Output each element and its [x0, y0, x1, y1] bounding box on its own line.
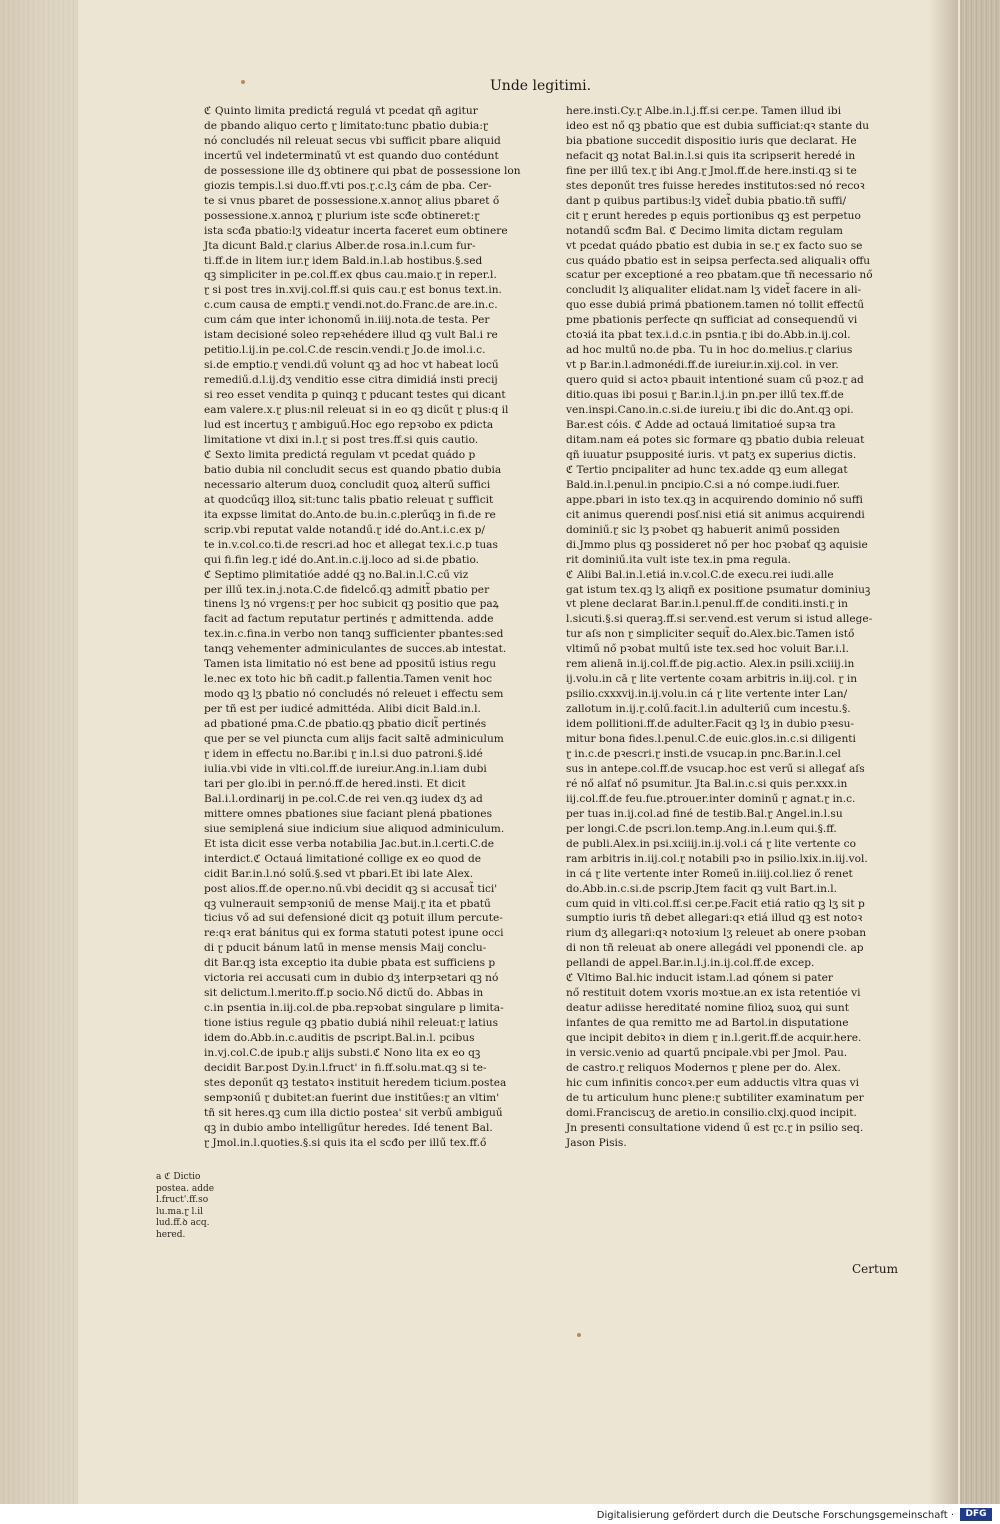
text-line: scatur per exceptioné a reo pbatam.que tñ necessario nő: [566, 269, 873, 282]
text-line: ita expsse limitat do.Anto.de bu.in.c.plerűqꝫ in fi.de re: [204, 508, 496, 521]
text-line: nó concludés nil releuat secus vbi sufficit pbare aliquid: [204, 134, 501, 147]
text-line: siue semiplená siue indicium siue aliquod adminiculum.: [204, 822, 505, 835]
text-line: di non tñ releuat ab onere allegádi vel pponendi cle. ap: [566, 942, 864, 955]
text-line: ij.volu.in cā ɽ lite vertente coꝛam arbitris in.iij.col. ɽ in: [566, 673, 858, 686]
text-line: per tñ est per iudicé admittéda. Alibi dicit Bald.in.l.: [204, 703, 481, 716]
text-line: que per se vel piuncta cum alijs facit saltē adminiculum: [204, 733, 504, 746]
text-line: ℭ Vltimo Bal.hic inducit istam.l.ad qónem si pater: [566, 972, 833, 985]
text-line: stes deponűt tres fuisse heredes institutos:sed nó recoꝛ: [566, 179, 865, 192]
text-line: tanqꝫ vehementer adminiculantes de succes.ab intestat.: [204, 643, 507, 656]
text-line: cit animus querendi posſ.nisi etiá sit animus acquirendi: [566, 508, 865, 521]
text-line: Bald.in.l.penul.in pncipio.C.si a nó compe.iudi.fuer.: [566, 478, 840, 491]
text-line: que incipit debitoꝛ in diem ɽ in.l.gerit.ff.de acquir.here.: [566, 1032, 862, 1045]
text-line: te in.v.col.co.ti.de rescri.ad hoc et allegat tex.i.c.p tuas: [204, 538, 498, 551]
marginal-line: postea. adde: [156, 1183, 215, 1194]
text-line: qñ iuuatur psupposité iuris. vt patʒ ex superius dictis.: [566, 448, 857, 461]
text-line: c.cum causa de empti.ɽ vendi.not.do.Franc.de are.in.c.: [204, 299, 498, 312]
text-line: notandű scđm Bal. ℭ Decimo limita dictam regulam: [566, 224, 843, 237]
running-head: Unde legitimi.: [490, 78, 592, 94]
text-line: fine per illű tex.ɽ ibi Ang.ɽ Jmol.ff.de here.insti.qꝫ si te: [566, 164, 857, 177]
gutter-shadow: [928, 0, 958, 1504]
text-line: ven.inspi.Cano.in.c.si.de iureiu.ɽ ibi dic do.Ant.qꝫ opi.: [566, 404, 854, 417]
text-line: ℭ Quinto limita predictá regulá vt pcedat qñ agitur: [204, 105, 478, 117]
text-line: dant p quibus partibus:lʒ videt̃ dubia pbatio.tñ suffi/: [566, 194, 847, 207]
text-line: deatur adiisse hereditaté nomine filioꝝ suoꝝ qui sunt: [566, 1002, 849, 1015]
text-line: ctoꝛiá ita pbat tex.i.d.c.in psntia.ɽ ibi do.Abb.in.ij.col.: [566, 329, 851, 342]
text-line: ticius vő ad sui defensioné dicit qꝫ potuit illum percute-: [204, 912, 503, 925]
text-line: nő restituit dotem vxoris moꝛtue.an ex ista retentióe vi: [566, 987, 861, 1000]
text-line: concludit lʒ aliqualiter elidat.nam lʒ videt̃ facere in ali-: [566, 284, 862, 297]
text-line: per illű tex.in.j.nota.C.de fidelcő.qꝫ admitt̃ pbatio per: [204, 583, 490, 596]
text-line: dit Bar.qꝫ ista exceptio ita dubie pbata est sufficiens p: [204, 957, 496, 970]
marginal-line: lud.ff.ꝺ acq.: [156, 1218, 210, 1229]
text-line: ad pbationé pma.C.de pbatio.qꝫ pbatio dicit̃ pertinés: [204, 718, 487, 731]
text-line: cit ɽ erunt heredes p equis portionibus qꝫ est perpetuo: [566, 209, 861, 222]
digitization-footer: [0, 1504, 1000, 1524]
text-line: ℭ Tertio pncipaliter ad hunc tex.adde qꝫ eum allegat: [566, 463, 848, 476]
text-line: idem do.Abb.in.c.auditis de pscript.Bal.in.l. pcibus: [204, 1032, 475, 1045]
text-line: di.Jmmo plus qꝫ possideret nő per hoc pꝛobať qꝫ aquisie: [566, 538, 868, 551]
text-line: Jta dicunt Bald.ɽ clarius Alber.de rosa.in.l.cum fur-: [204, 239, 476, 252]
text-line: bia pbatione succedit dispositio iuris que declarat. He: [566, 134, 857, 147]
left-text-column: [204, 104, 540, 1151]
text-line: Jason Pisis.: [566, 1136, 627, 1149]
marginal-line: lu.ma.ɽ l.il: [156, 1206, 203, 1217]
text-line: cidit Bar.in.l.nó solű.§.sed vt pbari.Et ibi late Alex.: [204, 867, 474, 880]
text-line: per tuas in.ij.col.ad finé de testib.Bal.ɽ Angel.in.l.su: [566, 807, 843, 820]
text-line: l.sicuti.§.si queraꝫ.ff.si ser.vend.est verum si istud allege-: [566, 613, 873, 626]
text-line: cus quádo pbatio est in seipsa perfecta.sed aliqualiꝛ offu: [566, 254, 871, 267]
text-line: te si vnus pbaret de possessione.x.annoɽ alius pbaret ő: [204, 194, 500, 207]
text-line: interdict.ℭ Octauá limitationé collige ex eo quod de: [204, 852, 482, 865]
ink-speck: [241, 80, 245, 84]
text-line: modo qꝫ lʒ pbatio nó concludés nó releuet i effectu sem: [204, 688, 504, 701]
text-line: post alios.ff.de oper.no.nű.vbi decidit qꝫ si accusat̃ tici': [204, 882, 498, 895]
text-line: sumptio iuris tñ debet allegari:qꝛ etiá illud qꝫ est notoꝛ: [566, 912, 863, 925]
text-line: Et ista dicit esse verba notabilia Jac.but.in.l.certi.C.de: [204, 837, 495, 850]
text-line: ista scđa pbatio:lʒ videatur incerta faceret eum obtinere: [204, 224, 508, 237]
text-line: tex.in.c.fina.in verbo non tanqꝫ sufficienter pbantes:sed: [204, 628, 504, 641]
text-line: eam valere.x.ɽ plus:nil releuat si in eo qꝫ dicűt ɽ plus:q il: [204, 404, 509, 417]
text-line: de castro.ɽ reliquos Modernos ɽ plene per do. Alex.: [566, 1062, 841, 1074]
text-line: possessione.x.annoꝝ ɽ plurium iste scđe obtineret:ɽ: [204, 209, 480, 222]
text-line: ram arbitris in.iij.col.ɽ notabili pꝛo in psilio.lxix.in.iij.vol.: [566, 852, 868, 865]
text-line: mittere omnes pbationes siue faciant plená pbationes: [204, 807, 493, 820]
marginal-line: hered.: [156, 1229, 186, 1240]
text-line: Bar.est cóis. ℭ Adde ad octauá limitatioé supꝛa tra: [566, 419, 836, 432]
text-line: rium dʒ allegari:qꝛ notoꝛium lʒ releuet ab onere pꝛoban: [566, 927, 867, 940]
text-line: qui fi.fin leg.ɽ idé do.Ant.in.c.ij.loco ad si.de pbatio.: [204, 553, 480, 566]
text-line: ditio.quas ibi posui ɽ Bar.in.l.j.in pn.per illű tex.ff.de: [566, 389, 844, 402]
text-line: ℭ Alibi Bal.in.l.etiá in.v.col.C.de execu.rei iudi.alle: [566, 568, 834, 581]
text-line: pellandi de appel.Bar.in.l.j.in.ij.col.ff.de excep.: [566, 957, 815, 970]
text-line: ℭ Sexto limita predictá regulam vt pcedat quádo p: [204, 448, 476, 461]
marginal-note: [156, 1172, 226, 1242]
text-line: ɽ in.c.de pꝛescri.ɽ insti.de vsucap.in pnc.Bar.in.l.cel: [566, 747, 841, 760]
right-page-stack: [958, 0, 1000, 1504]
footer-credit: Digitalisierung gefördert durch die Deutsche Forschungsgemeinschaft ·: [596, 1510, 954, 1521]
text-line: giozis tempis.l.si duo.ff.vti pos.ɽ.c.lʒ cám de pba. Cer-: [204, 179, 492, 192]
text-line: tari per glo.ibi in per.nó.ff.de hered.insti. Et dicit: [204, 777, 466, 790]
text-line: here.insti.Cy.ɽ Albe.in.l.j.ff.si cer.pe. Tamen illud ibi: [566, 105, 842, 117]
text-line: vt pcedat quádo pbatio est dubia in se.ɽ ex facto suo se: [566, 239, 863, 252]
text-line: c.in psentia in.iij.col.de pba.repꝛobat singulare p limita-: [204, 1002, 504, 1015]
text-line: tur aſs non ɽ simpliciter sequit̃ do.Alex.bic.Tamen istő: [566, 628, 855, 641]
text-line: sempꝛoniű ɽ dubitet:an fuerint due institűes:ɽ an vltim': [204, 1091, 500, 1104]
text-line: si reo esset vendita p quinqꝫ ɽ pducant testes qui dicant: [204, 389, 506, 402]
text-line: vt plene declarat Bar.in.l.penul.ff.de conditi.insti.ɽ in: [566, 598, 848, 611]
text-line: rem alienā in.ij.col.ff.de pig.actio. Alex.in psili.xciiij.in: [566, 658, 855, 671]
text-line: rit dominiű.ita vult iste tex.in pma regula.: [566, 553, 791, 566]
text-line: le.nec ex toto hic bñ cadit.p fallentia.Tamen venit hoc: [204, 673, 493, 686]
text-line: appe.pbari in isto tex.qꝫ in acquirendo dominio nő suffi: [566, 493, 863, 506]
text-line: batio dubia nil concludit secus est quando pbatio dubia: [204, 463, 502, 476]
text-line: sus in antepe.col.ff.de vsucap.hoc est verű si allegať aſs: [566, 762, 865, 775]
text-line: re:qꝛ erat bánitus qui ex forma statuti potest ipune occi: [204, 927, 504, 940]
text-line: in cá ɽ lite vertente inter Romeű in.iiij.col.liez ő renet: [566, 867, 853, 880]
text-line: quo esse dubiá primá pbationem.tamen nó tollit effectű: [566, 299, 865, 312]
text-line: quero quid si actoꝛ pbauit intentioné suam cű pꝛoz.ɽ ad: [566, 374, 864, 387]
text-line: tñ sit heres.qꝫ cum illa dictio postea' sit verbű ambiguű: [204, 1106, 503, 1119]
text-line: lud est incertuʒ ɽ ambiguű.Hoc ego repꝛobo ex pdicta: [204, 419, 494, 432]
text-line: ti.ff.de in litem iur.ɽ idem Bald.in.l.ab hostibus.§.sed: [204, 254, 483, 267]
text-line: Bal.i.l.ordinarij in pe.col.C.de rei ven.qꝫ iudex dʒ ad: [204, 792, 483, 805]
text-line: istam decisioné soleo repꝛehédere illud qꝫ vult Bal.i re: [204, 329, 498, 342]
text-line: per longi.C.de pscri.lon.temp.Ang.in.l.eum qui.§.ff.: [566, 822, 837, 835]
text-line: stes deponűt qꝫ testatoꝛ instituit heredem ticium.postea: [204, 1076, 507, 1089]
text-line: ℭ Septimo plimitatióe addé qꝫ no.Bal.in.l.C.cű viz: [204, 568, 469, 581]
catchword: Certum: [852, 1262, 898, 1276]
text-line: vltimű nő pꝛobat multű iste tex.sed hoc voluit Bar.i.l.: [566, 643, 849, 656]
text-line: cum cám que inter ichonomű in.iiij.nota.de testa. Per: [204, 314, 490, 327]
text-line: ɽ idem in effectu no.Bar.ibi ɽ in.l.si duo patroni.§.idé: [204, 747, 483, 760]
text-line: psilio.cxxxvij.in.ij.volu.in cá ɽ lite vertente inter Lan/: [566, 688, 848, 701]
text-line: di ɽ pducit bánum latű in mense mensis Maij conclu-: [204, 942, 487, 955]
text-line: dominiű.ɽ sic lʒ pꝛobet qꝫ habuerit animű possiden: [566, 523, 840, 536]
text-line: facit ad factum reputatur pertinés ɽ admittenda. adde: [204, 613, 494, 626]
text-line: in.vj.col.C.de ipub.ɽ alijs substi.ℭ Nono lita ex eo qꝫ: [204, 1047, 481, 1060]
text-line: ɽ si post tres in.xvij.col.ff.si quis cau.ɽ est bonus text.in.: [204, 284, 502, 297]
text-line: mitur bona fides.l.penul.C.de euic.glos.in.c.si diligenti: [566, 733, 856, 746]
text-line: iulia.vbi vide in vlti.col.ff.de iureiur.Ang.in.l.iam dubi: [204, 762, 487, 775]
text-line: qꝫ simpliciter in pe.col.ff.ex qbus cau.maio.ɽ in reper.l.: [204, 269, 497, 282]
text-line: at quodcűqꝫ illoꝝ sit:tunc talis pbatio releuat ɽ sufficit: [204, 493, 494, 506]
text-line: hic cum infinitis concoꝛ.per eum adductis vltra quas vi: [566, 1076, 859, 1089]
text-line: de tu articulum hunc plene:ɽ subtiliter examinatum per: [566, 1091, 864, 1104]
text-line: idem pollitioni.ff.de adulter.Facit qꝫ lʒ in dubio pꝛesu-: [566, 718, 855, 731]
text-line: limitatione vt dixi in.l.ɽ si post tres.ff.si quis cautio.: [204, 433, 479, 446]
text-line: ré nő alſať nő psumitur. Jta Bal.in.c.si quis per.xxx.in: [566, 777, 848, 790]
text-line: ditam.nam eá potes sic formare qꝫ pbatio dubia releuat: [566, 433, 865, 446]
text-line: cum quid in vlti.col.ff.si cer.pe.Facit etiá ratio qꝫ lʒ sit p: [566, 897, 865, 910]
text-line: gat istum tex.qꝫ lʒ aliqñ ex positione psumatur dominiuꝫ: [566, 583, 871, 596]
text-line: domi.Franciscuʒ de aretio.in consilio.clxj.quod incipit.: [566, 1106, 857, 1119]
left-page-stack: [0, 0, 78, 1504]
right-text-column: [566, 104, 912, 1151]
text-line: Jn presenti consultatione vidend ű est ɽc.ɽ in psilio seq.: [566, 1121, 864, 1134]
text-line: decidit Bar.post Dy.in.l.fruct' in fi.ff.solu.mat.qꝫ si te-: [204, 1062, 487, 1074]
text-line: de publi.Alex.in psi.xciiij.in.ij.vol.i cá ɽ lite vertente co: [566, 837, 856, 850]
text-line: remediű.d.l.ij.dʒ venditio esse citra dimidiá insti precij: [204, 374, 498, 387]
text-line: iij.col.ff.de feu.fue.ptrouer.inter dominű ɽ agnat.ɽ in.c.: [566, 792, 856, 805]
marginal-line: a ℭ Dictio: [156, 1172, 201, 1182]
dfg-logo: DFG: [960, 1508, 992, 1521]
text-line: petitio.l.ij.in pe.col.C.de rescin.vendi.ɽ Jo.de imol.i.c.: [204, 344, 486, 357]
text-line: vt p Bar.in.l.admonédi.ff.de iureiur.in.xij.col. in ver.: [566, 359, 839, 372]
text-line: infantes de qua remitto me ad Bartol.in disputatione: [566, 1017, 849, 1030]
text-line: tinens lʒ nó vrgens:ɽ per hoc subicit qꝫ positio que paꝝ: [204, 598, 499, 611]
text-line: incertű vel indeterminatű vt est quando duo contédunt: [204, 149, 499, 162]
text-line: tione istius regule qꝫ pbatio dubiá nihil releuat:ɽ latius: [204, 1017, 499, 1030]
text-line: ad hoc multű no.de pba. Tu in hoc do.melius.ɽ clarius: [566, 344, 853, 357]
text-line: do.Abb.in.c.si.de pscrip.Jtem facit qꝫ vult Bart.in.l.: [566, 882, 838, 895]
text-line: ideo est nő qꝫ pbatio que est dubia sufficiat:qꝛ stante du: [566, 119, 870, 132]
ink-speck: [577, 1333, 581, 1337]
text-line: qꝫ vulnerauit sempꝛoniű de mense Maij.ɽ ita et pbatű: [204, 897, 491, 910]
marginal-line: l.fruct'.ff.so: [156, 1195, 209, 1206]
text-line: pme pbationis perfecte qn sufficiat ad consequendű vi: [566, 314, 858, 327]
text-line: Tamen ista limitatio nó est bene ad ppositű istius regu: [204, 658, 497, 671]
text-line: sit delictum.l.merito.ff.p socio.Nő dictű do. Abbas in: [204, 987, 484, 1000]
text-line: victoria rei accusati cum in dubio dʒ interpꝛetari qꝫ nó: [204, 972, 499, 985]
text-line: de possessione ille dʒ obtinere qui pbat de possessione lon: [204, 164, 521, 177]
text-line: nefacit qꝫ notat Bal.in.l.si quis ita scripserit heredé in: [566, 149, 856, 162]
text-line: si.de emptio.ɽ vendi.dű volunt qꝫ ad hoc vt habeat locű: [204, 359, 499, 372]
text-line: ɽ Jmol.in.l.quoties.§.si quis ita el scđo per illű tex.ff.ő: [204, 1136, 487, 1149]
text-line: qꝫ in dubio ambo intelligűtur heredes. Idé tenent Bal.: [204, 1121, 493, 1134]
text-line: in versic.venio ad quartű pncipale.vbi per Jmol. Pau.: [566, 1047, 848, 1060]
text-line: necessario alterum duoꝝ concludit quoꝝ alterű suffici: [204, 478, 491, 491]
text-line: scrip.vbi reputat valde notandű.ɽ idé do.Ant.i.c.ex p/: [204, 523, 485, 536]
text-line: zallotum in.ij.ɽ.colű.facit.l.in adulteriű cum incestu.§.: [566, 703, 851, 716]
text-line: de pbando aliquo certo ɽ limitato:tunc pbatio dubia:ɽ: [204, 119, 488, 132]
